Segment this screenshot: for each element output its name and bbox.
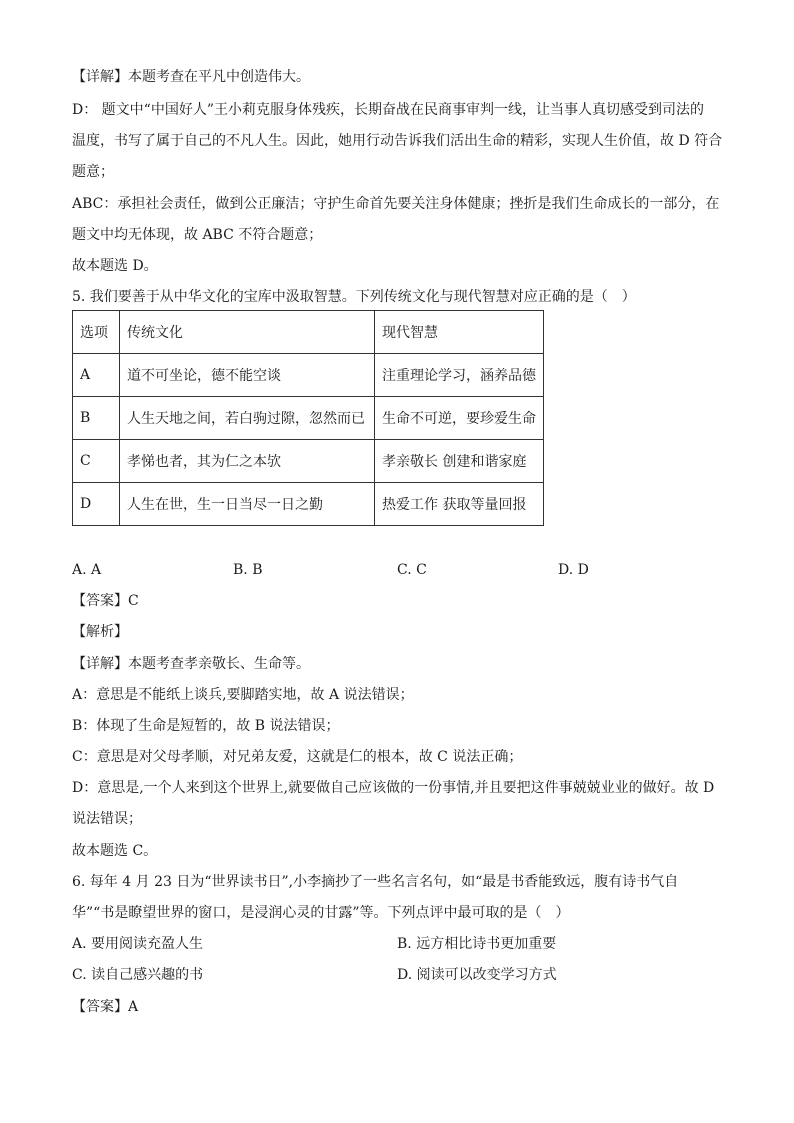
q5-choice-b: B. B: [233, 562, 263, 578]
table-row: [73, 440, 544, 483]
table-cell: 人生在世，生一日当尽一日之勤: [120, 483, 375, 526]
table-header-cell: 选项: [73, 311, 120, 354]
table-cell: 道不可坐论，德不能空谈: [120, 354, 375, 397]
q5-analysis: 【解析】: [72, 624, 128, 640]
table-row: [73, 483, 544, 526]
q5-stem: 5. 我们要善于从中华文化的宝库中汲取智慧。下列传统文化与现代智慧对应正确的是（ ）: [72, 289, 636, 305]
table-header-cell: 现代智慧: [375, 311, 544, 354]
table-cell: 生命不可逆，要珍爱生命: [375, 397, 544, 440]
q5-answer: 【答案】C: [72, 593, 139, 609]
q5-choice-d: D. D: [558, 562, 589, 578]
q5-conclusion: 故本题选 C。: [72, 843, 158, 859]
table-cell: 孝亲敬长 创建和谐家庭: [375, 440, 544, 483]
q4-conclusion: 故本题选 D。: [72, 258, 158, 274]
q4-d-line1: D： 题文中“中国好人”王小莉克服身体残疾，长期奋战在民商事审判一线，让当事人真切感受到司法的: [72, 102, 704, 118]
table-cell: 注重理论学习，涵养品德: [375, 354, 544, 397]
q6-choice-b: B. 远方相比诗书更加重要: [397, 936, 557, 952]
q6-choice-a: A. 要用阅读充盈人生: [72, 936, 204, 952]
q5-b-line: B：体现了生命是短暂的，故 B 说法错误；: [72, 718, 340, 734]
q6-answer: 【答案】A: [72, 999, 139, 1015]
q5-choice-a: A. A: [72, 562, 102, 578]
q6-choice-d: D. 阅读可以改变学习方式: [397, 967, 557, 983]
table-cell: 人生天地之间，若白驹过隙，忽然而已: [120, 397, 375, 440]
q5-choice-c: C. C: [397, 562, 427, 578]
table-header-row: [73, 311, 544, 354]
q4-d-line3: 题意；: [72, 164, 114, 180]
q5-d-line2: 说法错误；: [72, 811, 142, 827]
q6-stem-line2: 华”“书是瞭望世界的窗口，是浸润心灵的甘露”等。下列点评中最可取的是（ ）: [72, 905, 570, 921]
table-cell: C: [73, 440, 120, 483]
table-cell: B: [73, 397, 120, 440]
table-row: [73, 354, 544, 397]
table-cell: D: [73, 483, 120, 526]
q5-d-line1: D：意思是,一个人来到这个世界上,就要做自己应该做的一份事情,并且要把这件事兢兢业业的做好。故 D: [72, 780, 715, 796]
table-header-cell: 传统文化: [120, 311, 375, 354]
q4-d-line2: 温度，书写了属于自己的不凡人生。因此，她用行动告诉我们活出生命的精彩，实现人生价值，故 D 符合: [72, 133, 723, 149]
table-row: [73, 397, 544, 440]
table-cell: 孝悌也者，其为仁之本欤: [120, 440, 375, 483]
q4-abc-line1: ABC：承担社会责任，做到公正廉洁；守护生命首先要关注身体健康；挫折是我们生命成长的一部分，在: [72, 196, 720, 212]
q5-detail: 【详解】本题考查孝亲敬长、生命等。: [72, 656, 310, 672]
table-cell: A: [73, 354, 120, 397]
q6-stem-line1: 6. 每年 4 月 23 日为“世界读书日”,小李摘抄了一些名言名句，如“最是书香能致远，腹有诗书气自: [72, 874, 679, 890]
q4-abc-line2: 题文中均无体现，故 ABC 不符合题意；: [72, 227, 323, 243]
q4-detail: 【详解】本题考查在平凡中创造伟大。: [72, 69, 310, 85]
q5-a-line: A：意思是不能纸上谈兵,要脚踏实地，故 A 说法错误；: [72, 687, 414, 703]
table-cell: 热爱工作 获取等量回报: [375, 483, 544, 526]
q5-c-line: C：意思是对父母孝顺，对兄弟友爱，这就是仁的根本，故 C 说法正确；: [72, 749, 523, 765]
q6-choice-c: C. 读自己感兴趣的书: [72, 967, 204, 983]
q5-options-table: [72, 310, 544, 526]
